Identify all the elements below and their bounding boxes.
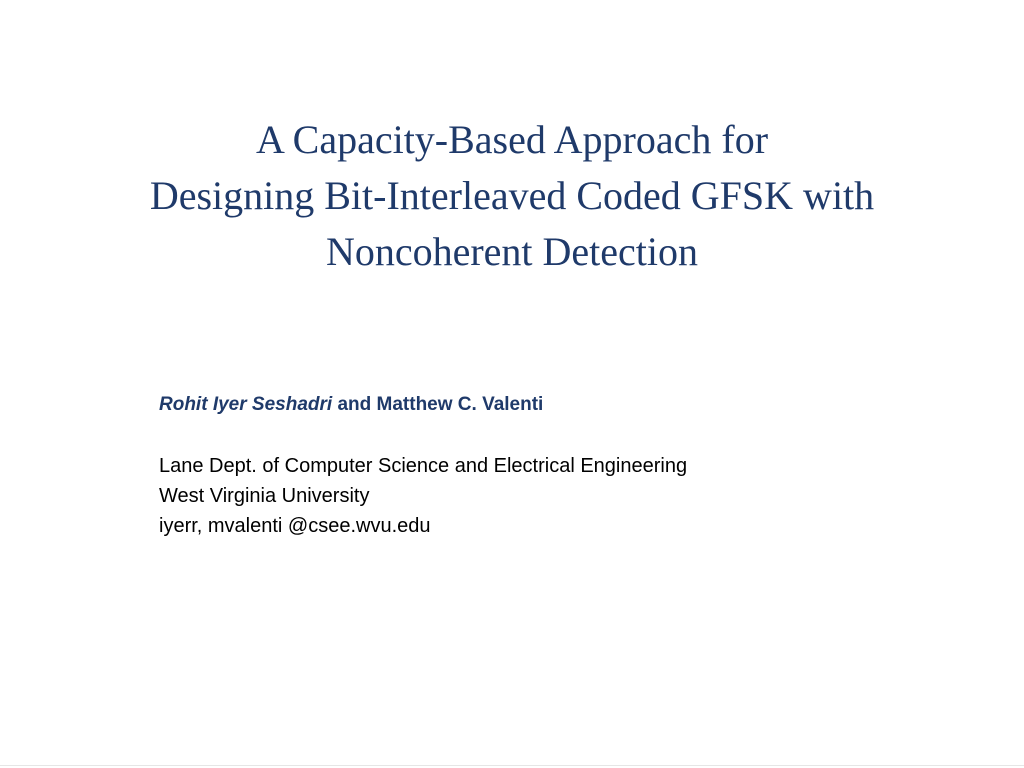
affiliation-block bbox=[159, 451, 687, 541]
author-line bbox=[159, 391, 543, 419]
title-line-2: Designing Bit-Interleaved Coded GFSK with bbox=[149, 173, 875, 218]
department-line: Lane Dept. of Computer Science and Electrical Engineering bbox=[159, 455, 688, 477]
title-line-1: A Capacity-Based Approach for bbox=[255, 117, 769, 162]
university-line: West Virginia University bbox=[159, 485, 370, 507]
first-author-name: Rohit Iyer Seshadri bbox=[159, 394, 333, 415]
second-author-name: Matthew C. Valenti bbox=[376, 394, 544, 415]
title-line-3: Noncoherent Detection bbox=[325, 229, 699, 274]
slide-title bbox=[60, 112, 964, 280]
author-connector: and bbox=[332, 394, 377, 415]
email-line: iyerr, mvalenti @csee.wvu.edu bbox=[159, 515, 431, 537]
bottom-divider bbox=[0, 765, 1024, 766]
